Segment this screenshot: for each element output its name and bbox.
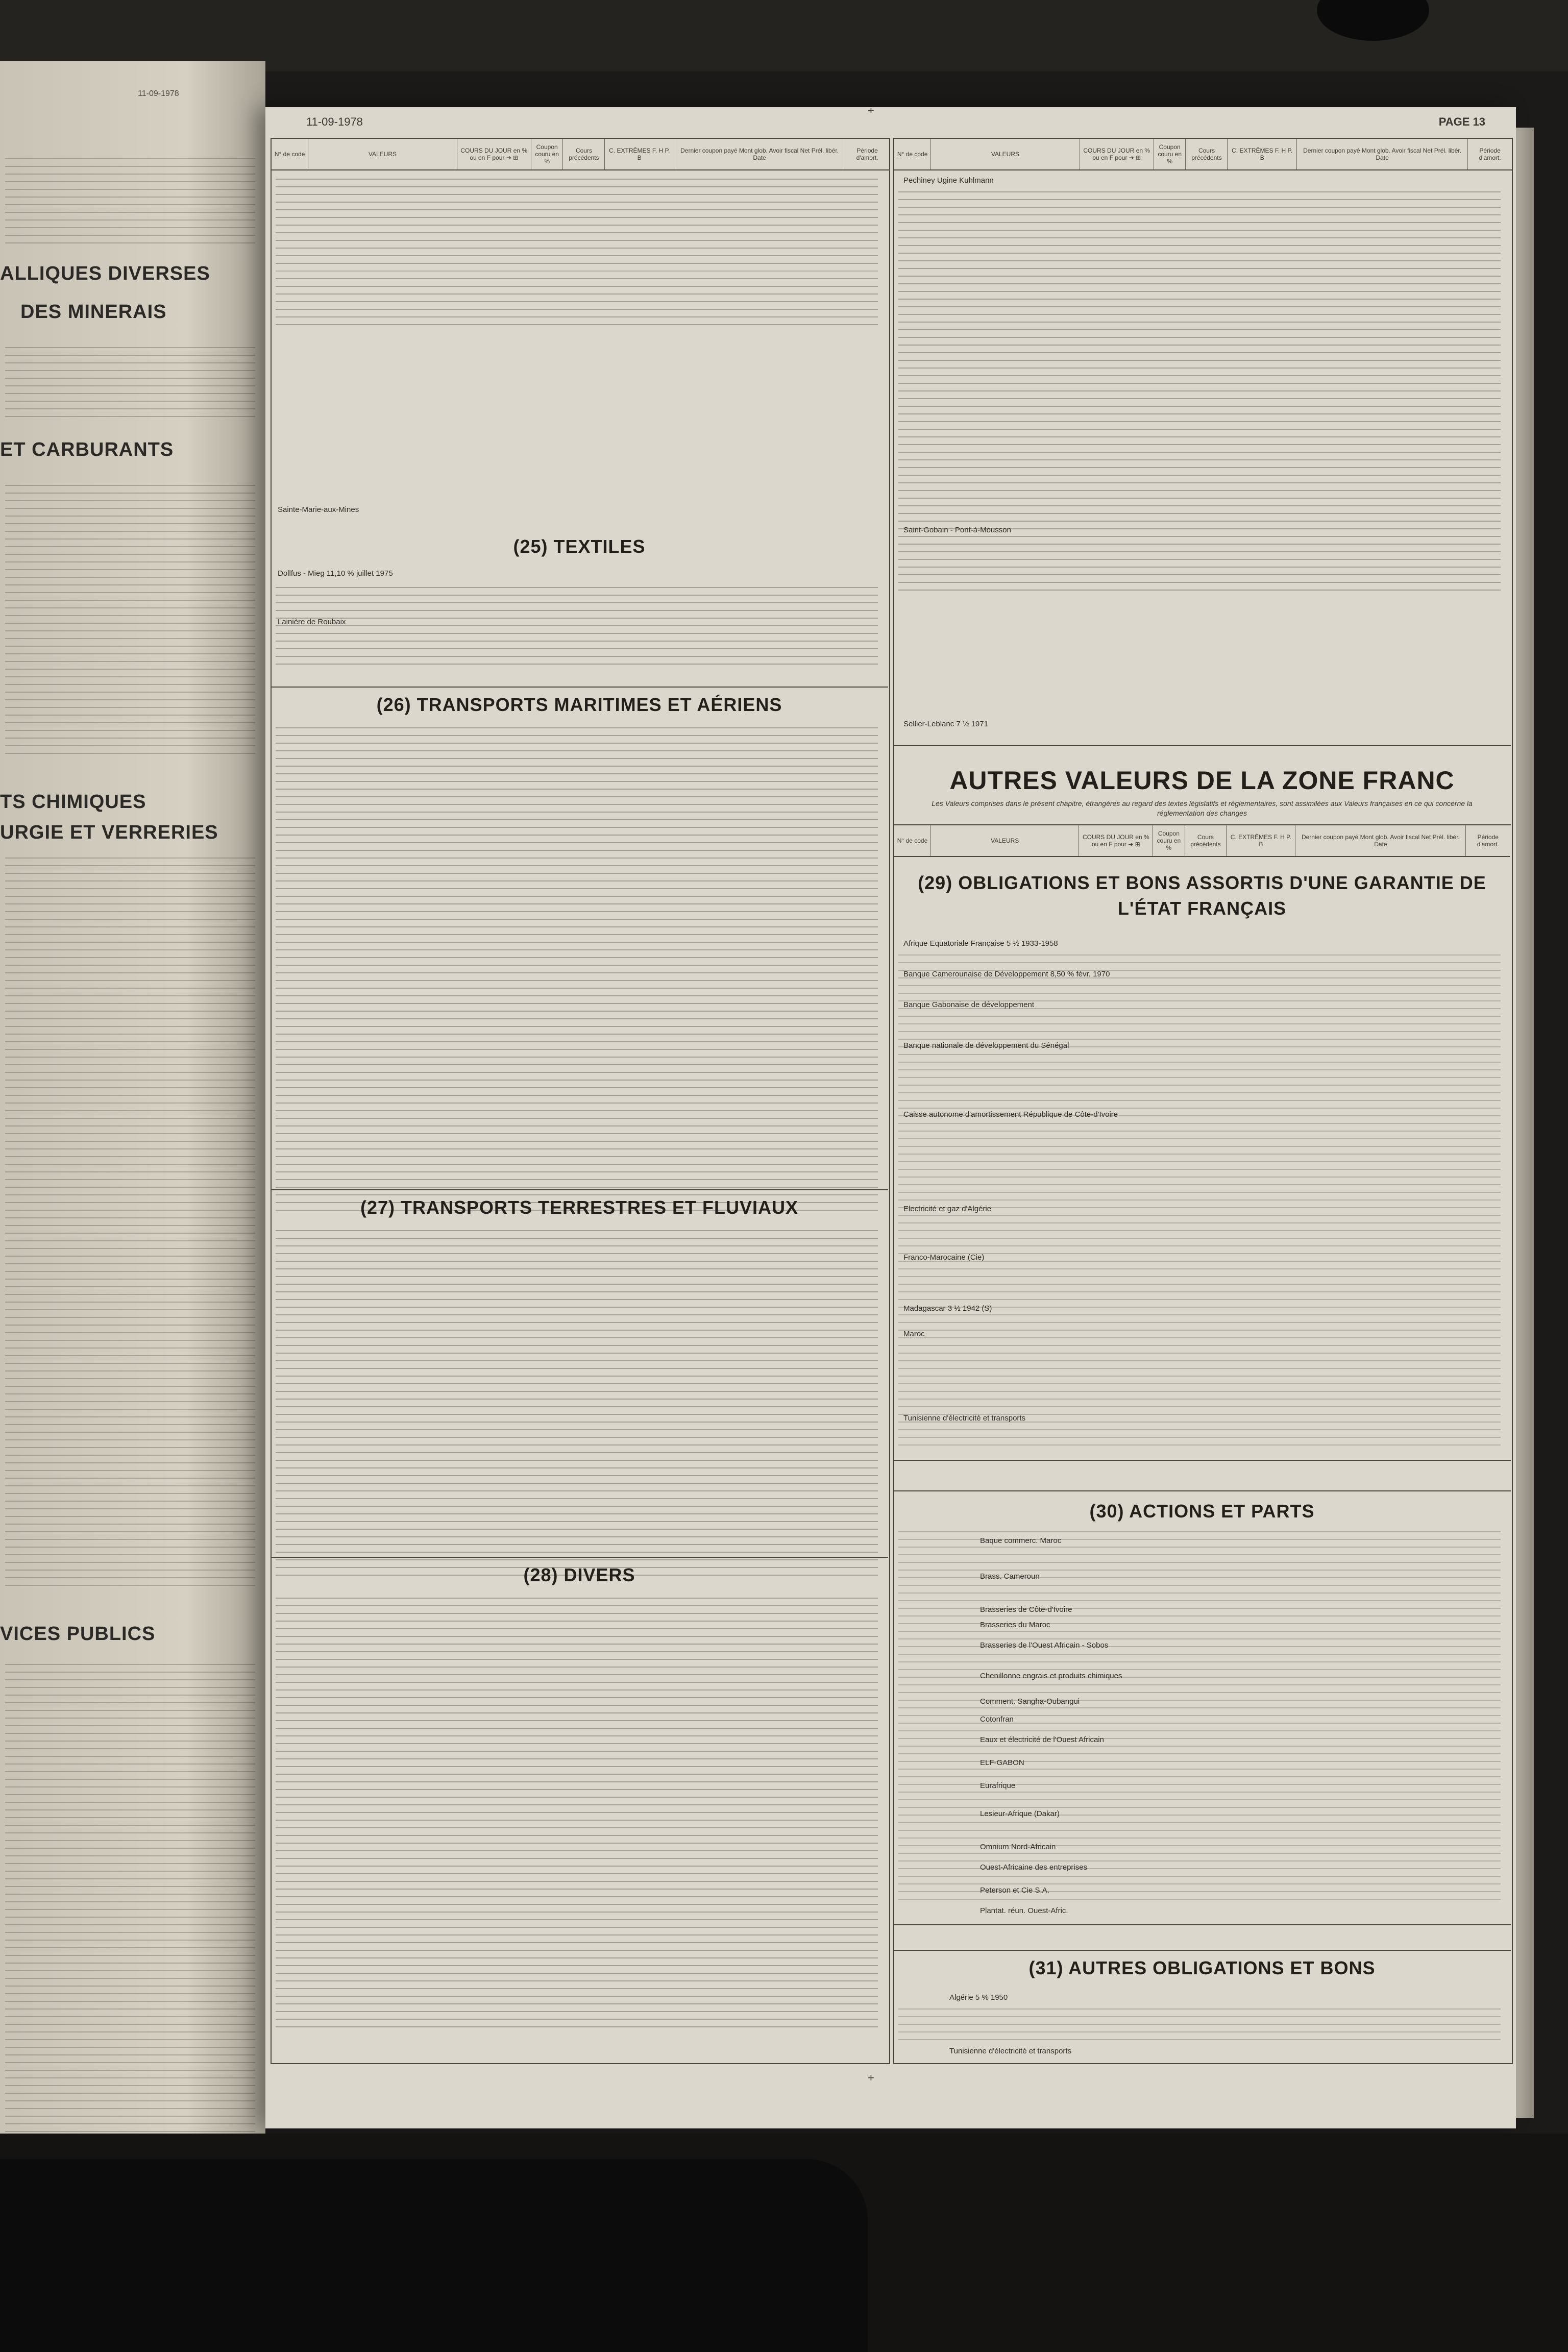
column-header: N° de code VALEURS COURS DU JOUR en % ou en F pour ➔ ⊞ Coupon couru en % Cours précédents C. EXTRÊMES F. H P. B Dernier coupon payé Mont glob. Avoir fiscal Net Prél. libér. Date Période d'amort. xyxy=(894,825,1510,857)
list-item: Brasseries de l'Ouest Africain - Sobos xyxy=(980,1641,1109,1650)
list-item: Afrique Equatoriale Française 5 ½ 1933-1958 xyxy=(903,939,1058,948)
registration-mark: + xyxy=(868,104,874,117)
column-header xyxy=(272,139,889,170)
list-item: Eurafrique xyxy=(980,1781,1016,1790)
header-valeurs: VALEURS xyxy=(931,139,1080,169)
table-rows-pechiney xyxy=(898,191,1501,597)
left-table-text-2 xyxy=(5,347,255,424)
list-item: Caisse autonome d'amortissement République de Côte-d'Ivoire xyxy=(903,1110,1118,1119)
header-code: N° de code xyxy=(272,139,308,169)
section-heading-transports-terrestres: (27) TRANSPORTS TERRESTRES ET FLUVIAUX xyxy=(360,1197,799,1218)
list-item: ELF-GABON xyxy=(980,1758,1024,1767)
header-extremes: C. EXTRÊMES F. H P. B xyxy=(1228,139,1297,169)
header-extremes: C. EXTRÊMES F. H P. B xyxy=(605,139,674,169)
header-cours-prec: Cours précédents xyxy=(1186,139,1228,169)
list-item: Lainière de Roubaix xyxy=(278,618,346,626)
page-number: PAGE 13 xyxy=(1438,115,1485,128)
table-rows-textiles xyxy=(276,587,878,671)
table-rows-maritimes xyxy=(276,727,878,1217)
section-heading-obligations-garantie: (29) OBLIGATIONS ET BONS ASSORTIS D'UNE GARANTIE DE L'ÉTAT FRANÇAIS xyxy=(918,872,1486,919)
section-heading-transports-maritimes: (26) TRANSPORTS MARITIMES ET AÉRIENS xyxy=(376,694,782,715)
registration-mark: + xyxy=(868,2071,874,2084)
list-item: Banque Gabonaise de développement xyxy=(903,1000,1035,1009)
list-item: Franco-Marocaine (Cie) xyxy=(903,1253,985,1262)
header-dernier-coupon: Dernier coupon payé Mont glob. Avoir fiscal Net Prél. libér. Date xyxy=(674,139,845,169)
list-item: Comment. Sangha-Oubangui xyxy=(980,1697,1080,1706)
header-code: N° de code xyxy=(894,139,931,169)
list-item: Omnium Nord-Africain xyxy=(980,1843,1056,1851)
section-heading-zone-franc: AUTRES VALEURS DE LA ZONE FRANC xyxy=(949,766,1455,795)
list-item: Eaux et électricité de l'Ouest Africain xyxy=(980,1735,1104,1744)
list-item: Electricité et gaz d'Algérie xyxy=(903,1205,992,1213)
list-item: Brass. Cameroun xyxy=(980,1572,1040,1581)
list-item: Ouest-Africaine des entreprises xyxy=(980,1863,1088,1872)
sleeve-shadow xyxy=(0,2159,868,2352)
left-heading-3: ET CARBURANTS xyxy=(0,439,174,460)
list-item: Dollfus - Mieg 11,10 % juillet 1975 xyxy=(278,569,393,578)
left-table-text-1 xyxy=(5,158,255,250)
header-valeurs: VALEURS xyxy=(308,139,457,169)
column-header xyxy=(894,139,1512,170)
left-table-text-3 xyxy=(5,485,255,761)
section-heading-autres-obligations: (31) AUTRES OBLIGATIONS ET BONS xyxy=(1028,1957,1376,1978)
left-table-text-4 xyxy=(5,857,255,1592)
list-item: Maroc xyxy=(903,1330,925,1338)
header-periode: Période d'amort. xyxy=(856,147,878,161)
header-coupon: Coupon couru en % xyxy=(1154,139,1186,169)
list-item: Brasseries de Côte-d'Ivoire xyxy=(980,1605,1072,1614)
left-heading-4: TS CHIMIQUES xyxy=(0,791,146,813)
list-item: Brasseries du Maroc xyxy=(980,1621,1050,1629)
list-item: Cotonfran xyxy=(980,1715,1014,1724)
table-rows-obligations xyxy=(898,954,1501,1452)
header-dernier-coupon: Dernier coupon payé Mont glob. Avoir fiscal Net Prél. libér. Date xyxy=(1297,139,1468,169)
left-table-text-5 xyxy=(5,1664,255,2134)
table-rows-autres-obligations xyxy=(898,2008,1501,2047)
list-item: Tunisienne d'électricité et transports xyxy=(949,2047,1072,2055)
list-item: Pechiney Ugine Kuhlmann xyxy=(903,176,994,185)
list-item: Sainte-Marie-aux-Mines xyxy=(278,505,359,514)
page-edge-shadow xyxy=(1513,128,1534,2118)
list-item: Algérie 5 % 1950 xyxy=(949,1993,1008,2002)
list-item: Lesieur-Afrique (Dakar) xyxy=(980,1809,1060,1818)
section-heading-textiles: (25) TEXTILES xyxy=(513,536,646,557)
list-item: Plantat. réun. Ouest-Afric. xyxy=(980,1906,1068,1915)
newspaper-page xyxy=(265,104,1516,2128)
list-item: Tunisienne d'électricité et transports xyxy=(903,1414,1026,1423)
left-heading-1: ALLIQUES DIVERSES xyxy=(0,263,210,284)
table-rows-electricite xyxy=(276,179,878,332)
table-rows-actions xyxy=(898,1531,1501,1906)
left-newspaper-page xyxy=(0,61,265,2134)
header-cours-jour: COURS DU JOUR en % ou en F pour ➔ ⊞ xyxy=(1080,139,1154,169)
header-cours-prec: Cours précédents xyxy=(563,139,605,169)
table-rows-terrestres xyxy=(276,1230,878,1582)
list-item: Baque commerc. Maroc xyxy=(980,1536,1062,1545)
list-item: Chenillonne engrais et produits chimiques xyxy=(980,1672,1122,1680)
list-item: Sellier-Leblanc 7 ½ 1971 xyxy=(903,720,988,728)
list-item: Madagascar 3 ½ 1942 (S) xyxy=(903,1304,992,1313)
list-item: Peterson et Cie S.A. xyxy=(980,1886,1049,1895)
list-item: Banque Camerounaise de Développement 8,50 % févr. 1970 xyxy=(903,970,1110,978)
section-heading-actions-parts: (30) ACTIONS ET PARTS xyxy=(1089,1501,1315,1522)
table-rows-divers xyxy=(276,1598,878,2034)
section-heading-divers: (28) DIVERS xyxy=(523,1564,635,1585)
header-coupon: Coupon couru en % xyxy=(531,139,564,169)
left-heading-5: URGIE ET VERRERIES xyxy=(0,822,218,843)
left-heading-6: VICES PUBLICS xyxy=(0,1623,156,1645)
list-item: Saint-Gobain - Pont-à-Mousson xyxy=(903,526,1011,534)
list-item: Banque nationale de développement du Sénégal xyxy=(903,1041,1069,1050)
header-periode: Période d'amort. xyxy=(1479,147,1501,161)
left-heading-2: DES MINERAIS xyxy=(20,301,167,323)
zone-franc-intro: Les Valeurs comprises dans le présent chapitre, étrangères au regard des textes législatifs et réglementaires, sont assimilées aux Valeurs françaises en ce qui concerne la réglementation des changes xyxy=(932,799,1473,817)
left-page-date: 11-09-1978 xyxy=(138,89,179,98)
page-date: 11-09-1978 xyxy=(306,115,363,128)
header-cours-jour: COURS DU JOUR en % ou en F pour ➔ ⊞ xyxy=(457,139,531,169)
